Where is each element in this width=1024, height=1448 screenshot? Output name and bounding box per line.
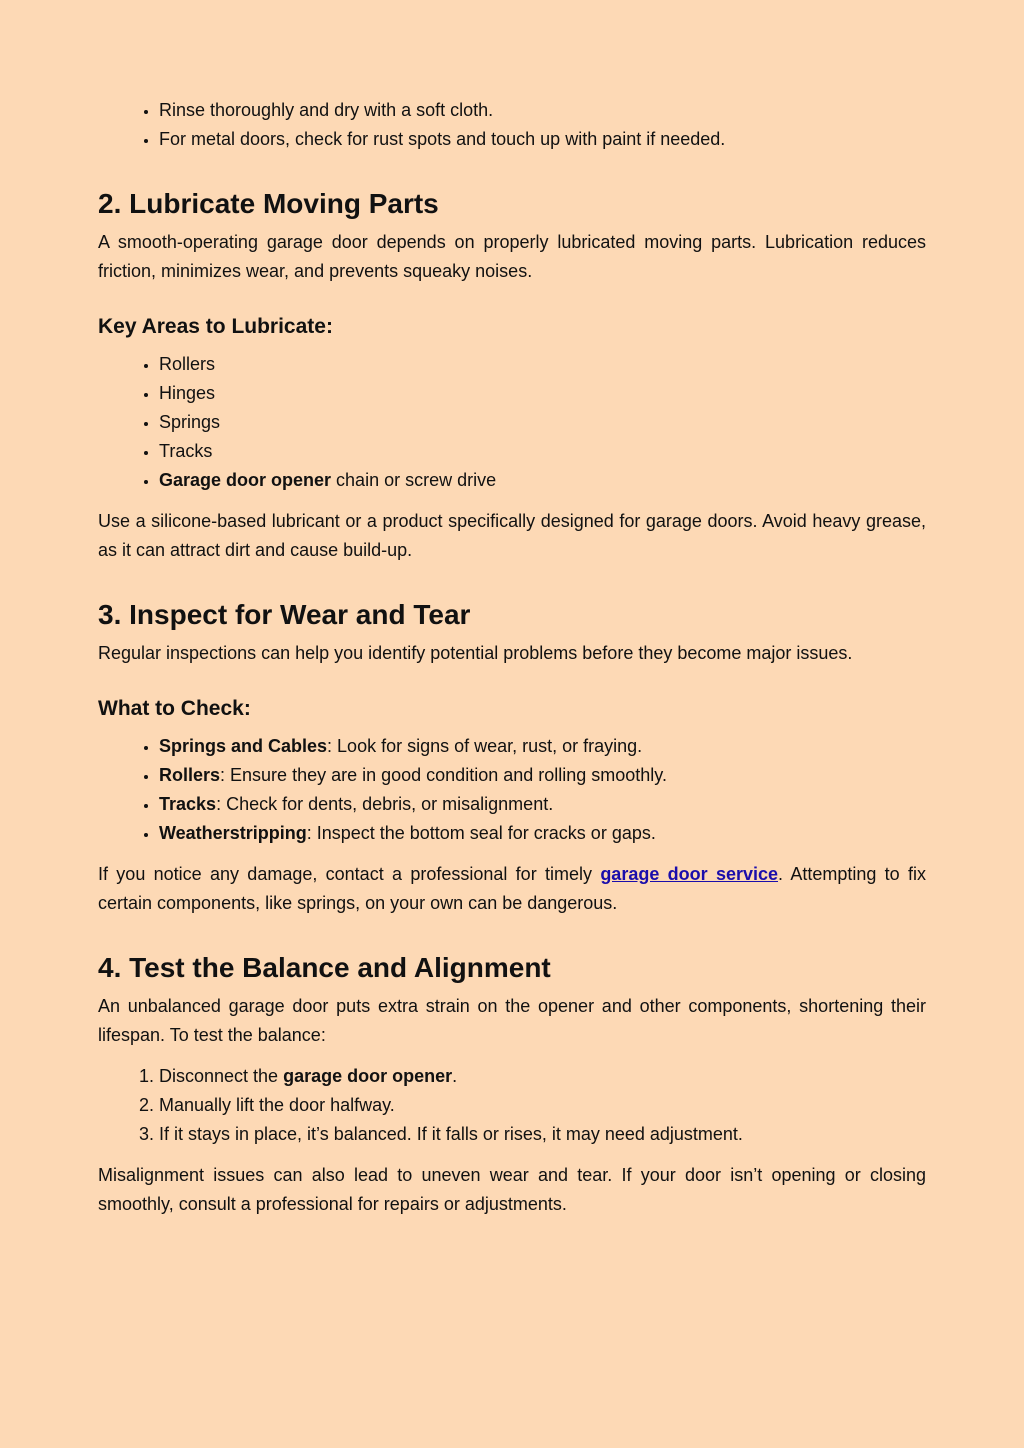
section-heading-inspect: 3. Inspect for Wear and Tear	[98, 599, 471, 630]
item-text: : Inspect the bottom seal for cracks or gaps.	[306, 823, 656, 843]
list-item: 2. Manually lift the door halfway.	[159, 1091, 926, 1120]
cleaning-steps-list	[98, 96, 926, 154]
list-item: • For metal doors, check for rust spots and touch up with paint if needed.	[159, 125, 926, 154]
list-item: • Tracks	[159, 437, 926, 466]
bold-term: Garage door opener	[159, 470, 332, 490]
list-item	[159, 761, 926, 790]
bold-term: Weatherstripping	[159, 823, 307, 843]
list-item	[159, 1062, 926, 1091]
bold-term: Rollers	[159, 765, 221, 785]
item-text: chain or screw drive	[331, 470, 497, 490]
list-item	[159, 790, 926, 819]
item-text: : Look for signs of wear, rust, or fraying.	[327, 736, 643, 756]
lubricate-areas-list	[98, 350, 926, 495]
section-paragraph: Regular inspections can help you identify potential problems before they become major issues.	[98, 643, 853, 663]
item-text: Disconnect the	[159, 1066, 284, 1086]
list-item	[159, 819, 926, 848]
list-item	[159, 466, 926, 495]
list-item: 3. If it stays in place, it’s balanced. If it falls or rises, it may need adjustment.	[159, 1120, 926, 1149]
section-paragraph	[98, 860, 926, 918]
bold-term: garage door opener	[283, 1066, 453, 1086]
item-text: .	[452, 1066, 458, 1086]
section-paragraph: Misalignment issues can also lead to uneven wear and tear. If your door isn’t opening or closing smoothly, consult a professional for repairs or adjustments.	[98, 1165, 926, 1214]
item-text: : Check for dents, debris, or misalignment.	[216, 794, 554, 814]
balance-steps-list	[98, 1062, 926, 1149]
inspection-list	[98, 732, 926, 848]
section-paragraph: Use a silicone-based lubricant or a product specifically designed for garage doors. Avoid heavy grease, as it can attract dirt and cause build-up.	[98, 511, 926, 560]
garage-door-service-link[interactable]: garage door service	[600, 864, 779, 884]
item-text: : Ensure they are in good condition and rolling smoothly.	[220, 765, 667, 785]
bold-term: Springs and Cables	[159, 736, 328, 756]
bold-term: Tracks	[159, 794, 217, 814]
section-heading-lubricate: 2. Lubricate Moving Parts	[98, 188, 439, 219]
subheading-what-to-check: What to Check:	[98, 697, 251, 720]
list-item: • Springs	[159, 408, 926, 437]
list-item	[159, 732, 926, 761]
section-paragraph: A smooth-operating garage door depends on properly lubricated moving parts. Lubrication reduces friction, minimizes wear, and prevents squeaky noises.	[98, 232, 926, 281]
list-item: • Rinse thoroughly and dry with a soft cloth.	[159, 96, 926, 125]
section-paragraph: An unbalanced garage door puts extra strain on the opener and other components, shortening their lifespan. To test the balance:	[98, 996, 926, 1045]
list-item: • Hinges	[159, 379, 926, 408]
paragraph-text: . Attempting to fix certain components, like springs, on your own can be dangerous.	[98, 864, 926, 913]
section-heading-balance: 4. Test the Balance and Alignment	[98, 952, 551, 983]
subheading-key-areas: Key Areas to Lubricate:	[98, 315, 333, 338]
paragraph-text: If you notice any damage, contact a professional for timely	[98, 864, 601, 884]
list-item: • Rollers	[159, 350, 926, 379]
